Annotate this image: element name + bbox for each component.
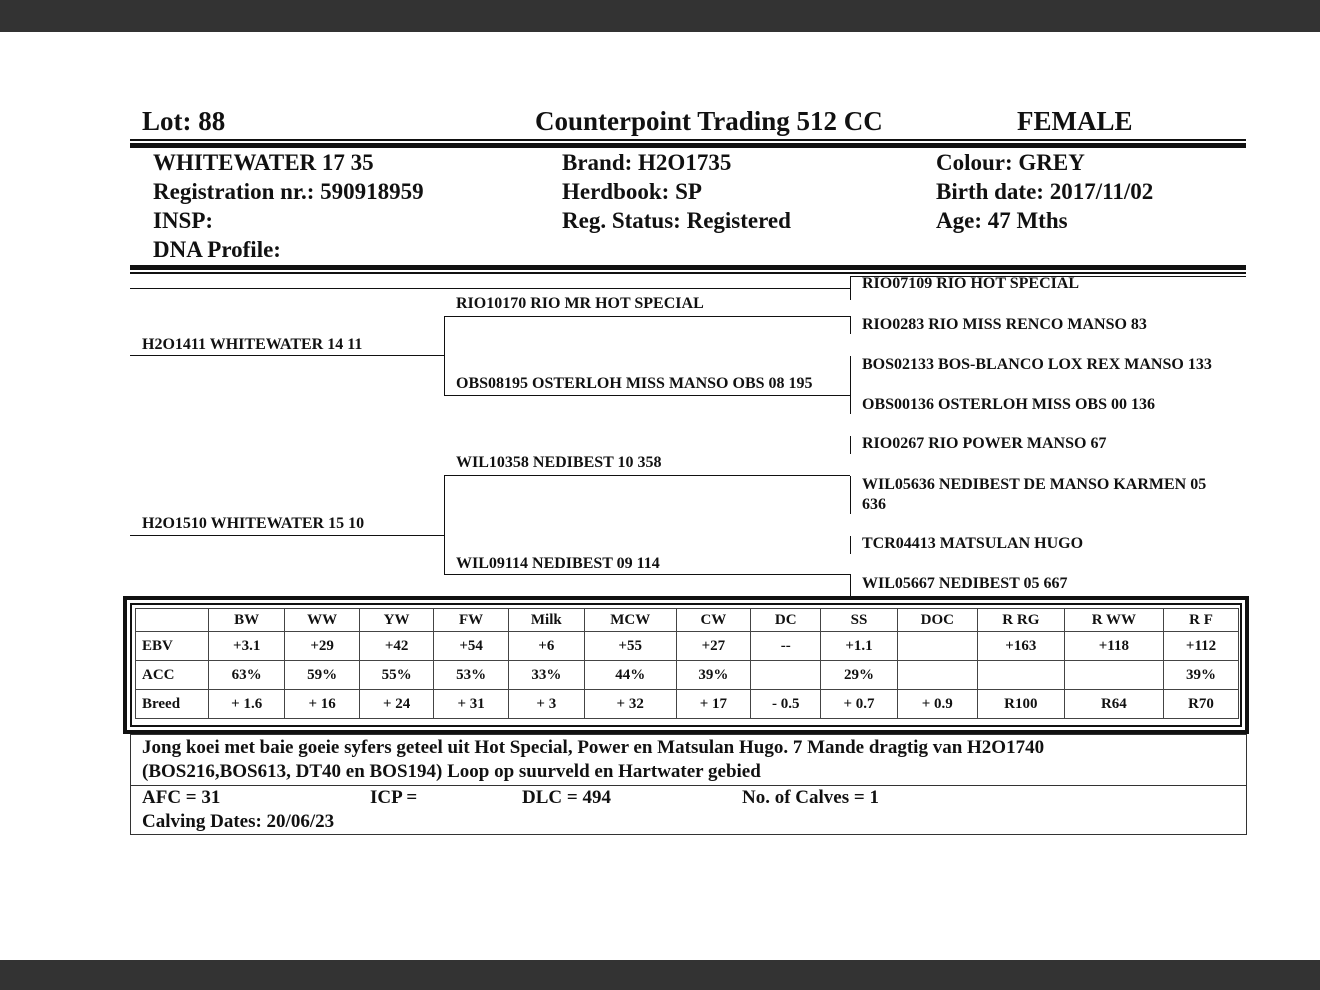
table-cell: -- [751,632,821,661]
table-row [136,690,1239,719]
pedigree-dam-dam: WIL09114 NEDIBEST 09 114 [456,555,660,572]
pedigree-line [850,476,851,514]
table-cell: + 3 [508,690,584,719]
pedigree-ggp: RIO0267 RIO POWER MANSO 67 [862,435,1107,452]
table-header-cell: WW [285,609,360,632]
pedigree-ggp: BOS02133 BOS-BLANCO LOX REX MANSO 133 [862,356,1212,373]
calves-count: No. of Calves = 1 [742,787,879,808]
pedigree-line [850,276,851,300]
table-cell: + 16 [285,690,360,719]
pedigree-line [130,535,444,536]
header-rule-thick [130,143,1246,148]
table-cell: R70 [1164,690,1239,719]
table-cell [897,661,977,690]
pedigree-line [850,574,851,596]
table-header-cell: MCW [584,609,676,632]
table-header-cell [136,609,209,632]
table-cell: + 32 [584,690,676,719]
table-cell: R64 [1064,690,1163,719]
table-cell: 39% [676,661,751,690]
pedigree-ggp: WIL05667 NEDIBEST 05 667 [862,575,1068,592]
table-cell: +163 [977,632,1064,661]
table-header-cell: R WW [1064,609,1163,632]
pedigree-sire-sire: RIO10170 RIO MR HOT SPECIAL [456,295,704,312]
table-cell: R100 [977,690,1064,719]
pedigree-ggp: RIO0283 RIO MISS RENCO MANSO 83 [862,316,1147,333]
table-cell: - 0.5 [751,690,821,719]
dna-profile: DNA Profile: [153,237,281,262]
table-row [136,632,1239,661]
afc-value: AFC = 31 [142,787,221,808]
table-cell [1064,661,1163,690]
pedigree-dam: H2O1510 WHITEWATER 15 10 [142,515,365,532]
pedigree-sire: H2O1411 WHITEWATER 14 11 [142,336,363,353]
table-cell: +42 [359,632,434,661]
pedigree-ggp: TCR04413 MATSULAN HUGO [862,535,1084,552]
table-header-cell: FW [434,609,509,632]
comment-line-2: (BOS216,BOS613, DT40 en BOS194) Loop op suurveld en Hartwater gebied [142,761,761,782]
pedigree-line [444,475,850,476]
table-cell: 53% [434,661,509,690]
herdbook: Herdbook: SP [562,179,702,204]
table-header-cell: R RG [977,609,1064,632]
table-cell: + 17 [676,690,751,719]
table-header-cell: DOC [897,609,977,632]
top-dark-bar [0,0,1320,32]
colour: Colour: GREY [936,150,1085,175]
insp-field: INSP: [153,208,214,233]
table-header-cell: YW [359,609,434,632]
table-header-cell: DC [751,609,821,632]
pedigree-line [850,436,851,454]
info-rule-thick [130,265,1246,270]
icp-value: ICP = [370,787,418,808]
registration-status: Reg. Status: Registered [562,208,791,233]
table-header-cell: CW [676,609,751,632]
pedigree-line [444,316,850,317]
lot-number: Lot: 88 [142,106,226,136]
ebv-header-row [136,609,1239,632]
row-label: Breed [136,690,209,719]
table-header-cell: Milk [508,609,584,632]
table-cell: 44% [584,661,676,690]
table-cell: +1.1 [821,632,897,661]
comment-line-1: Jong koei met baie goeie syfers geteel uit Hot Special, Power en Matsulan Hugo. 7 Mande dragtig van H2O1740 [142,737,1045,758]
animal-name: WHITEWATER 17 35 [153,150,374,175]
table-header-cell: R F [1164,609,1239,632]
table-row [136,661,1239,690]
pedigree-line [850,536,851,554]
table-cell: + 24 [359,690,434,719]
table-cell: + 31 [434,690,509,719]
animal-sex: FEMALE [1017,106,1133,136]
seller-name: Counterpoint Trading 512 CC [535,106,883,136]
table-cell: +54 [434,632,509,661]
birth-date: Birth date: 2017/11/02 [936,179,1154,204]
table-cell: +6 [508,632,584,661]
table-cell: + 0.7 [821,690,897,719]
info-rule-thin [130,272,1246,274]
age: Age: 47 Mths [936,208,1068,233]
table-cell [897,632,977,661]
table-cell: +27 [676,632,751,661]
pedigree-ggp: WIL05636 NEDIBEST DE MANSO KARMEN 05 [862,476,1207,493]
row-label: ACC [136,661,209,690]
pedigree-line [444,475,445,575]
table-cell: 55% [359,661,434,690]
table-cell: +55 [584,632,676,661]
table-cell: + 1.6 [209,690,285,719]
pedigree-line [850,356,851,414]
dlc-value: DLC = 494 [522,787,611,808]
bottom-dark-bar [0,960,1320,990]
table-cell: +3.1 [209,632,285,661]
notes-divider [130,785,1247,786]
table-cell: +118 [1064,632,1163,661]
pedigree-line [850,316,851,334]
pedigree-line [444,395,850,396]
pedigree-line [444,316,445,396]
table-header-cell: SS [821,609,897,632]
pedigree-dam-sire: WIL10358 NEDIBEST 10 358 [456,454,662,471]
pedigree-ggp: RIO07109 RIO HOT SPECIAL [862,275,1080,292]
pedigree-line [444,574,850,575]
pedigree-ggp: 636 [862,496,886,513]
pedigree-ggp: OBS00136 OSTERLOH MISS OBS 00 136 [862,396,1155,413]
row-label: EBV [136,632,209,661]
table-cell: +29 [285,632,360,661]
pedigree-line [130,355,444,356]
table-cell: 39% [1164,661,1239,690]
table-cell: 33% [508,661,584,690]
table-cell: +112 [1164,632,1239,661]
table-cell: 29% [821,661,897,690]
table-cell: 59% [285,661,360,690]
pedigree-sire-dam: OBS08195 OSTERLOH MISS MANSO OBS 08 195 [456,375,813,392]
header-rule-thin [130,139,1246,141]
table-header-cell: BW [209,609,285,632]
pedigree-line [130,288,850,289]
registration-number: Registration nr.: 590918959 [153,179,424,204]
table-cell [751,661,821,690]
calving-dates: Calving Dates: 20/06/23 [142,811,335,832]
brand: Brand: H2O1735 [562,150,732,175]
table-cell: + 0.9 [897,690,977,719]
table-cell: 63% [209,661,285,690]
table-cell [977,661,1064,690]
ebv-table [135,608,1239,719]
